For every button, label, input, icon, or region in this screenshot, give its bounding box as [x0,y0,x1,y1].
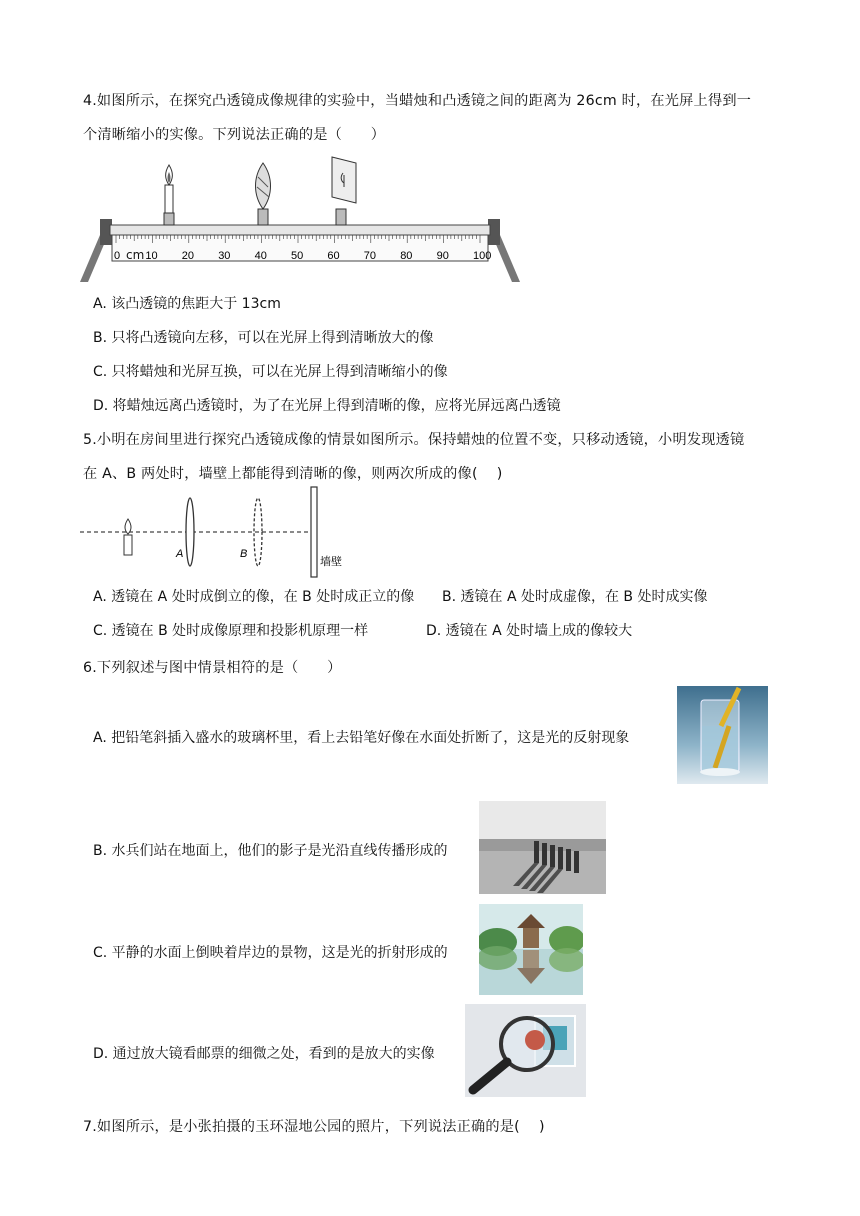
light-screen [332,157,356,225]
magnifier-stamp-photo [465,1004,586,1097]
q5-option-c: C. 透镜在 B 处时成像原理和投影机原理一样 [93,623,369,639]
q5-option-d: D. 透镜在 A 处时墙上成的像较大 [426,623,633,639]
ruler-tick-label: 90 [436,250,449,262]
ruler-unit: cm [126,248,145,262]
ruler-tick-label: 30 [218,250,231,262]
q6-option-a: A. 把铅笔斜插入盛水的玻璃杯里，看上去铅笔好像在水面处折断了，这是光的反射现象 [93,730,630,746]
candle [124,519,132,555]
convex-lens [256,163,271,225]
q4-option-a: A. 该凸透镜的焦距大于 13cm [93,296,281,312]
ruler-tick-label: 0 [114,250,121,262]
q5-option-b: B. 透镜在 A 处时成虚像，在 B 处时成实像 [442,589,708,605]
label-b: B [240,548,248,560]
label-wall: 墙壁 [320,556,342,568]
lens-at-a [186,498,194,566]
ruler-tick-label: 80 [400,250,413,262]
ruler-tick-label: 10 [145,250,158,262]
wall [311,487,317,577]
ruler-tick-label: 50 [291,250,304,262]
water-reflection-photo [479,904,583,995]
q4-stem-line1: 4.如图所示，在探究凸透镜成像规律的实验中，当蜡烛和凸透镜之间的距离为 26cm 时，在光屏上得到一 [83,93,752,109]
q4-option-c: C. 只将蜡烛和光屏互换，可以在光屏上得到清晰缩小的像 [93,364,448,380]
ruler-tick-label: 60 [327,250,340,262]
q5-stem-line2: 在 A、B 两处时，墙壁上都能得到清晰的像，则两次所成的像( ) [83,466,503,482]
ruler-tick-label: 40 [254,250,267,262]
pencil-in-glass-photo [677,686,768,784]
sailors-shadow-photo [479,801,606,894]
ruler-tick-label: 70 [363,250,377,262]
optical-bench-figure [80,155,520,285]
q6-option-d: D. 通过放大镜看邮票的细微之处，看到的是放大的实像 [93,1046,435,1062]
q5-stem-line1: 5.小明在房间里进行探究凸透镜成像的情景如图所示。保持蜡烛的位置不变，只移动透镜，小明发现透镜 [83,432,745,448]
q6-option-c: C. 平静的水面上倒映着岸边的景物，这是光的折射形成的 [93,945,448,961]
q5-option-a: A. 透镜在 A 处时成倒立的像，在 B 处时成正立的像 [93,589,415,605]
q4-option-d: D. 将蜡烛远离凸透镜时，为了在光屏上得到清晰的像，应将光屏远离凸透镜 [93,398,561,414]
ruler-tick-label: 20 [181,250,195,262]
q4-stem-line2: 个清晰缩小的实像。下列说法正确的是（ ） [83,127,386,143]
ruler-tick-label: 100 [473,250,492,262]
bench-rail [110,225,490,235]
label-a: A [176,548,184,560]
q6-stem: 6.下列叙述与图中情景相符的是（ ） [83,660,342,676]
q7-stem: 7.如图所示，是小张拍摄的玉环湿地公园的照片，下列说法正确的是( ) [83,1119,545,1135]
q6-option-b: B. 水兵们站在地面上，他们的影子是光沿直线传播形成的 [93,843,448,859]
room-lens-figure [80,485,370,580]
q4-option-b: B. 只将凸透镜向左移，可以在光屏上得到清晰放大的像 [93,330,434,346]
candle [164,165,174,225]
